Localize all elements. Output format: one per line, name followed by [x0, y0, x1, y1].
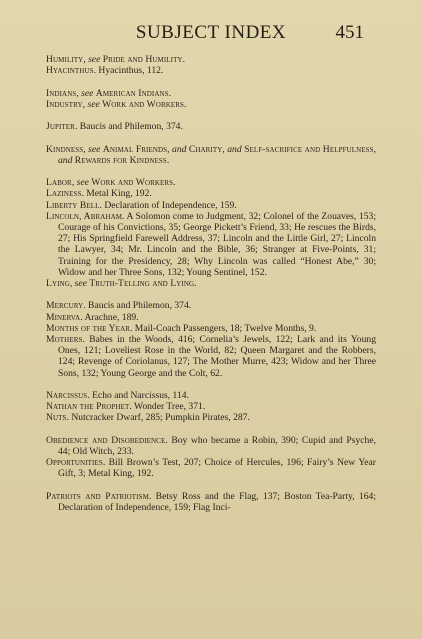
index-heading: Charity [188, 143, 223, 155]
cross-reference-word: and [227, 143, 242, 155]
index-text: , [373, 143, 377, 155]
index-heading: Labor [46, 177, 72, 189]
index-text: . Boy who became a Robin, 390; Cupid and Psyche, 44; Old Witch, 233. [58, 434, 376, 457]
index-heading: Animal Friends [102, 143, 168, 155]
cross-reference-word: see [74, 278, 87, 289]
index-text: . Metal King, 192. [81, 188, 152, 200]
index-heading: Kindness [46, 143, 84, 155]
index-entry [46, 65, 376, 76]
index-group [46, 300, 376, 378]
index-heading: Lincoln, Abraham [46, 210, 123, 222]
index-text: . Baucis and Philemon, 374. [83, 300, 192, 312]
cross-reference-word: see [88, 143, 101, 155]
page-number: 451 [335, 22, 364, 43]
index-heading: Patriots and Patriotism [46, 490, 149, 502]
cross-reference-word: see [87, 98, 100, 110]
running-head [0, 22, 422, 46]
index-heading: Mothers [46, 334, 83, 345]
index-entry [46, 144, 376, 166]
index-text: . [194, 278, 197, 289]
index-entry [46, 435, 376, 457]
subject-index-body [46, 54, 376, 524]
index-group [46, 121, 376, 132]
index-group [46, 390, 376, 424]
index-heading: Mercury [46, 300, 84, 312]
index-text: . Mail-Coach Passengers, 18; Twelve Months, 9. [130, 322, 317, 334]
running-head-title: SUBJECT INDEX [135, 22, 287, 43]
index-text: . Declaration of Independence, 159. [99, 199, 237, 211]
index-text: . Hyacinthus, 112. [93, 65, 164, 77]
index-text: . [168, 87, 172, 99]
index-entry [46, 188, 376, 199]
index-text: . Babes in the Woods, 416; Cornelia’s Jewels, 122; Lark and its Young Ones, 121; Loveliest Rose in the World, 82; Queen Margaret and the Robbers, 124; Revenge of Coriolanus, 127; The Mother Murre, 423; Widow and her Three Sons, 132; Young George and the Colt, 62. [58, 334, 376, 379]
index-heading: Industry [46, 98, 83, 110]
index-heading: Work and Workers [91, 177, 174, 189]
index-heading: Narcissus [46, 390, 88, 401]
index-entry [46, 177, 376, 188]
index-group [46, 491, 376, 513]
index-entry [46, 200, 376, 211]
index-entry [46, 99, 376, 110]
index-heading: Work and Workers [102, 98, 185, 110]
cross-reference-word: and [172, 143, 187, 155]
index-text: . Betsy Ross and the Flag, 137; Boston Tea-Party, 164; Declaration of Independence, 159; Flag Inci- [58, 490, 376, 513]
index-heading: Months of the Year [46, 322, 130, 334]
cross-reference-word: and [58, 154, 73, 166]
index-text: . [184, 98, 187, 110]
index-heading: Nathan the Prophet [46, 401, 130, 413]
index-text: , [69, 278, 75, 289]
index-entry [46, 312, 376, 323]
index-text: , [83, 143, 89, 155]
index-heading: Opportunities [46, 457, 103, 469]
index-text: . A Solomon come to Judgment, 32; Colonel of the Zouaves, 153; Courage of his Convictions, 35; George Pickett’s Friend, 33; He rescues the Birds, 27; His Springfield Farewell Address, 37; Lincoln and the Little Girl, 27; Lincoln the Lawyer, 34; Mr. Lincoln and the Bible, 36; Stranger at Five-Points, 31; Training for the Presidency, 28; Why Lincoln was called “Honest Abe,” 30; Widow and her Three Sons, 132; Young Sentinel, 152. [58, 210, 376, 278]
index-heading: Self-sacrifice and Helpfulness [244, 143, 374, 155]
index-text: . Bill Brown’s Test, 207; Choice of Hercules, 196; Fairy’s New Year Gift, 3; Metal King, 192. [58, 457, 376, 480]
index-text: . Wonder Tree, 371. [129, 401, 206, 413]
index-group [46, 88, 376, 110]
index-entry [46, 491, 376, 513]
cross-reference-word: see [76, 177, 89, 189]
index-heading: Pride and Humility [102, 54, 183, 65]
index-group [46, 177, 376, 289]
index-heading: Rewards for Kindness [74, 154, 167, 166]
index-text: . [173, 177, 176, 189]
index-text: . [166, 154, 170, 166]
index-entry [46, 323, 376, 334]
index-entry [46, 88, 376, 99]
index-entry [46, 401, 376, 412]
index-text: . Echo and Narcissus, 114. [87, 390, 189, 401]
index-heading: Truth-Telling and Lying [89, 278, 195, 289]
index-text: , [83, 54, 89, 65]
index-entry [46, 278, 376, 289]
index-group [46, 435, 376, 480]
index-text: , [82, 98, 88, 110]
index-entry [46, 121, 376, 132]
index-heading: American Indians [95, 87, 169, 99]
index-entry [46, 390, 376, 401]
index-text: . Baucis and Philemon, 374. [74, 121, 183, 133]
index-group [46, 144, 376, 166]
index-entry [46, 300, 376, 311]
index-heading: Indians [46, 87, 77, 99]
index-heading: Liberty Bell [46, 199, 100, 211]
index-heading: Hyacinthus [46, 65, 94, 77]
index-heading: Obedience and Disobedience [46, 434, 166, 446]
index-text: , [76, 87, 82, 99]
index-entry [46, 54, 376, 65]
index-entry [46, 334, 376, 379]
index-heading: Nuts [46, 412, 67, 424]
index-heading: Lying [46, 278, 70, 289]
index-group [46, 54, 376, 76]
index-heading: Humility [46, 54, 84, 65]
index-text: . Arachne, 189. [80, 311, 139, 323]
index-heading: Laziness [46, 188, 82, 200]
index-text: , [222, 143, 228, 155]
index-heading: Jupiter [46, 121, 75, 133]
index-entry [46, 457, 376, 479]
cross-reference-word: see [88, 54, 101, 65]
index-text: , [167, 143, 173, 155]
cross-reference-word: see [81, 87, 94, 99]
index-entry [46, 211, 376, 278]
index-heading: Minerva [46, 311, 81, 323]
index-text: . Nutcracker Dwarf, 285; Pumpkin Pirates, 287. [66, 412, 250, 424]
index-text: , [71, 177, 77, 189]
index-text: . [182, 54, 186, 65]
index-entry [46, 412, 376, 423]
